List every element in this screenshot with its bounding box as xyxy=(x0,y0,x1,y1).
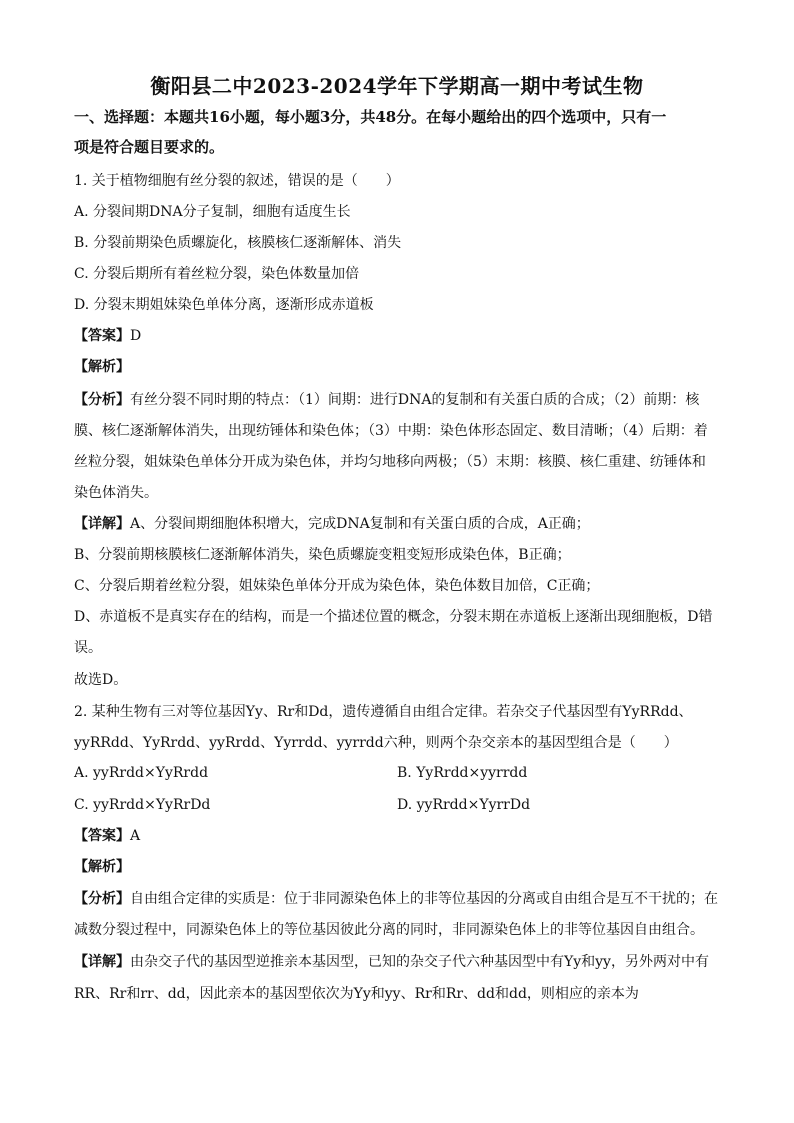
q1-conclusion: 故选D。 xyxy=(74,672,128,688)
q1-fenxi-line-4: 染色体消失。 xyxy=(74,485,158,501)
answer-tag: 【答案】 xyxy=(74,328,130,344)
q1-xiangjie-line-3: C、分裂后期着丝粒分裂，姐妹染色单体分开成为染色体，染色体数目加倍，C正确； xyxy=(74,578,600,594)
document-title: 衡阳县二中2023-2024学年下学期高一期中考试生物 xyxy=(150,74,644,98)
q1-option-b: B. 分裂前期染色质螺旋化，核膜核仁逐渐解体、消失 xyxy=(74,235,402,251)
q2-fenxi-line-1 xyxy=(74,889,724,909)
section-heading-line2: 项是符合题目要求的。 xyxy=(74,138,225,156)
answer-value: A xyxy=(130,828,141,844)
q2-option-c: C. yyRrdd×YyRrDd xyxy=(74,797,211,813)
analysis-tag: 【解析】 xyxy=(74,359,130,375)
q1-xiangjie-line-5: 误。 xyxy=(74,640,102,656)
q2-fenxi-line-2: 减数分裂过程中，同源染色体上的等位基因彼此分离的同时，非同源染色体上的非等位基因自由组合。 xyxy=(74,922,704,938)
q2-stem-line-2: yyRRdd、YyRrdd、yyRrdd、Yyrrdd、yyrrdd六种，则两个杂交亲本的基因型组合是（ ） xyxy=(74,735,678,751)
xiangjie-tag: 【详解】 xyxy=(74,516,130,532)
q1-analysis-tag xyxy=(74,357,724,377)
q1-option-d: D. 分裂末期姐妹染色单体分离，逐渐形成赤道板 xyxy=(74,297,374,313)
xiangjie-text: 由杂交子代的基因型逆推亲本基因型，已知的杂交子代六种基因型中有Yy和yy，另外两对中有 xyxy=(130,954,709,970)
answer-value: D xyxy=(130,328,142,344)
xiangjie-text: A、分裂间期细胞体积增大，完成DNA复制和有关蛋白质的合成，A正确； xyxy=(130,516,590,532)
q2-xiangjie-line-1 xyxy=(74,952,724,972)
q2-option-a: A. yyRrdd×YyRrdd xyxy=(74,765,209,781)
fenxi-text: 自由组合定律的实质是：位于非同源染色体上的非等位基因的分离或自由组合是互不干扰的；在 xyxy=(130,891,718,907)
q2-answer xyxy=(74,826,724,846)
fenxi-text: 有丝分裂不同时期的特点：（1）间期：进行DNA的复制和有关蛋白质的合成；（2）前期：核 xyxy=(130,392,700,408)
q1-xiangjie-line-2: B、分裂前期核膜核仁逐渐解体消失，染色质螺旋变粗变短形成染色体，B正确； xyxy=(74,547,571,563)
fenxi-tag: 【分析】 xyxy=(74,392,130,408)
q2-option-d: D. yyRrdd×YyrrDd xyxy=(397,797,531,813)
q1-xiangjie-line-1 xyxy=(74,514,724,534)
q1-stem: 1. 关于植物细胞有丝分裂的叙述，错误的是（ ） xyxy=(74,173,400,189)
fenxi-tag: 【分析】 xyxy=(74,891,130,907)
analysis-tag: 【解析】 xyxy=(74,859,130,875)
q1-fenxi-line-3: 丝粒分裂，姐妹染色单体分开成为染色体，并均匀地移向两极；（5）末期：核膜、核仁重建、纺锤体和 xyxy=(74,454,706,470)
q2-stem-line-1: 2. 某种生物有三对等位基因Yy、Rr和Dd，遗传遵循自由组合定律。若杂交子代基因型有YyRRdd、 xyxy=(74,704,693,720)
section-heading-line1: 一、选择题：本题共16小题，每小题3分，共48分。在每小题给出的四个选项中，只有一 xyxy=(74,108,667,126)
q1-fenxi-line-1 xyxy=(74,390,724,410)
q1-option-c: C. 分裂后期所有着丝粒分裂，染色体数量加倍 xyxy=(74,266,360,282)
q1-xiangjie-line-4: D、赤道板不是真实存在的结构，而是一个描述位置的概念，分裂末期在赤道板上逐渐出现细胞板，D错 xyxy=(74,609,713,625)
q2-xiangjie-line-2: RR、Rr和rr、dd，因此亲本的基因型依次为Yy和yy、Rr和Rr、dd和dd，则相应的亲本为 xyxy=(74,986,639,1002)
answer-tag: 【答案】 xyxy=(74,828,130,844)
q1-option-a: A. 分裂间期DNA分子复制，细胞有适度生长 xyxy=(74,204,351,220)
xiangjie-tag: 【详解】 xyxy=(74,954,130,970)
q2-option-b: B. YyRrdd×yyrrdd xyxy=(397,765,528,781)
q1-answer xyxy=(74,326,724,346)
q1-fenxi-line-2: 膜、核仁逐渐解体消失，出现纺锤体和染色体；（3）中期：染色体形态固定、数目清晰；（4）后期：着 xyxy=(74,423,708,439)
q2-analysis-tag xyxy=(74,857,724,877)
